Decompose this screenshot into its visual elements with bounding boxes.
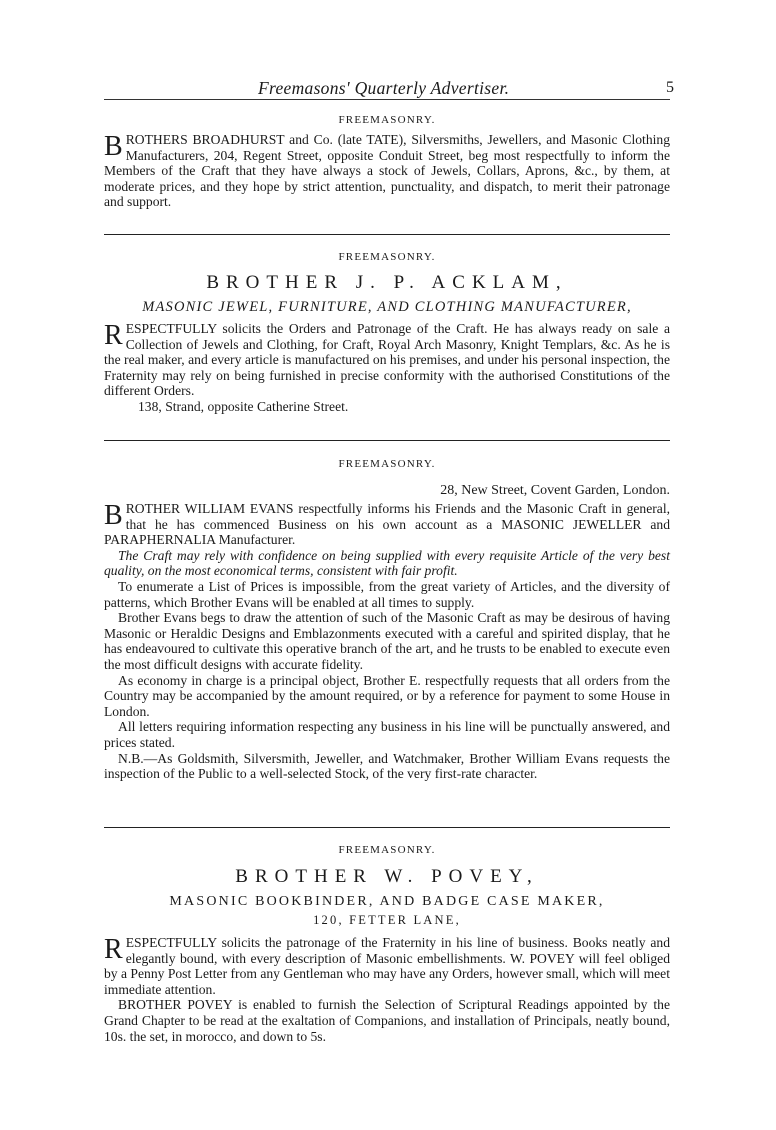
advert-body xyxy=(104,321,670,399)
section-heading: FREEMASONRY. xyxy=(338,458,436,470)
advert-address: 120, FETTER LANE, xyxy=(313,913,461,927)
drop-cap: B xyxy=(104,500,123,531)
advert-acklam xyxy=(104,250,670,415)
advert-text: ROTHER WILLIAM EVANS respectfully informs his Friends and the Masonic Craft in general, that he has commenced Business on his own account as a MASONIC JEWELLER and PARAPHERNALIA Manufacturer. xyxy=(104,501,670,548)
advert-paragraph: BROTHER POVEY is enabled to furnish the Selection of Scriptural Readings appointed by the Grand Chapter to be read at the exaltation of Companions, and installation of Principals, neatly bound, 10s. the set, in morocco, and down to 5s. xyxy=(104,997,670,1044)
section-heading: FREEMASONRY. xyxy=(338,114,436,126)
section-heading: FREEMASONRY. xyxy=(338,251,436,263)
advert-text: ROTHERS BROADHURST and Co. (late TATE), Silversmiths, Jewellers, and Masonic Clothing Manufacturers, 204, Regent Street, opposite Conduit Street, beg most respectfully to inform the Members of the Craft that they have always a stock of Jewels, Collars, Aprons, &c., by them, at moderate prices, and they hope by strict attention, punctuality, and dispatch, to merit their patronage and support. xyxy=(104,132,670,210)
advert-title: BROTHER W. POVEY, xyxy=(235,866,539,887)
advert-povey xyxy=(104,843,670,1044)
advert-paragraph: To enumerate a List of Prices is impossible, from the great variety of Articles, and the diversity of patterns, which Brother Evans will be enabled at all times to supply. xyxy=(104,578,670,610)
drop-cap: R xyxy=(104,320,123,351)
divider-rule xyxy=(104,827,670,828)
advert-address: 138, Strand, opposite Catherine Street. xyxy=(138,398,349,414)
advert-text: ESPECTFULLY solicits the Orders and Patronage of the Craft. He has always ready on sale a Collection of Jewels and Clothing, for Craft, Royal Arch Masonry, Knight Templars, &c. As he is the real maker, and every article is manufactured on his premises, and under his personal inspection, the Fraternity may rely on being furnished in precise conformity with the authorised Constitutions of the different Orders. xyxy=(104,321,670,399)
advert-broadhurst xyxy=(104,113,670,210)
page-number: 5 xyxy=(666,79,674,96)
advert-subtitle: MASONIC BOOKBINDER, AND BADGE CASE MAKER, xyxy=(169,894,605,909)
advert-body xyxy=(104,935,670,997)
divider-rule xyxy=(104,234,670,235)
advert-evans xyxy=(104,457,670,782)
advert-paragraph: Brother Evans begs to draw the attention of such of the Masonic Craft as may be desirous of having Masonic or Heraldic Designs and Emblazonments executed with a careful and spirited display, that he has endeavoured to cultivate this operative branch of the art, and he trusts to be enabled to execute even the most difficult designs with accurate fidelity. xyxy=(104,610,670,672)
drop-cap: B xyxy=(104,131,123,162)
header-rule xyxy=(104,99,670,100)
advert-paragraph: As economy in charge is a principal object, Brother E. respectfully requests that all orders from the Country may be accompanied by the amount required, or by a reference for payment to some House in London. xyxy=(104,672,670,719)
advert-subtitle: MASONIC JEWEL, FURNITURE, AND CLOTHING MANUFACTURER, xyxy=(142,299,632,315)
advert-address: 28, New Street, Covent Garden, London. xyxy=(440,483,670,498)
advert-paragraph: The Craft may rely with confidence on being supplied with every requisite Article of the very best quality, on the most economical terms, consistent with fair profit. xyxy=(104,547,670,579)
advert-text: ESPECTFULLY solicits the patronage of the Fraternity in his line of business. Books neatly and elegantly bound, with every description of Masonic embellishments. W. POVEY will feel obliged by a Penny Post Letter from any Gentleman who may have any Orders, however small, which will meet immediate attention. xyxy=(104,935,670,997)
advert-paragraph: N.B.—As Goldsmith, Silversmith, Jeweller, and Watchmaker, Brother William Evans requests the inspection of the Public to a well-selected Stock, of the very first-rate character. xyxy=(104,750,670,782)
page-header xyxy=(0,78,776,100)
drop-cap: R xyxy=(104,934,123,965)
advert-title: BROTHER J. P. ACKLAM, xyxy=(206,272,568,293)
divider-rule xyxy=(104,440,670,441)
advert-intro xyxy=(104,501,670,548)
section-heading: FREEMASONRY. xyxy=(338,844,436,856)
advert-paragraph: All letters requiring information respecting any business in his line will be punctually answered, and prices stated. xyxy=(104,719,670,750)
advert-body xyxy=(104,132,670,210)
running-title: Freemasons' Quarterly Advertiser. xyxy=(258,78,510,98)
